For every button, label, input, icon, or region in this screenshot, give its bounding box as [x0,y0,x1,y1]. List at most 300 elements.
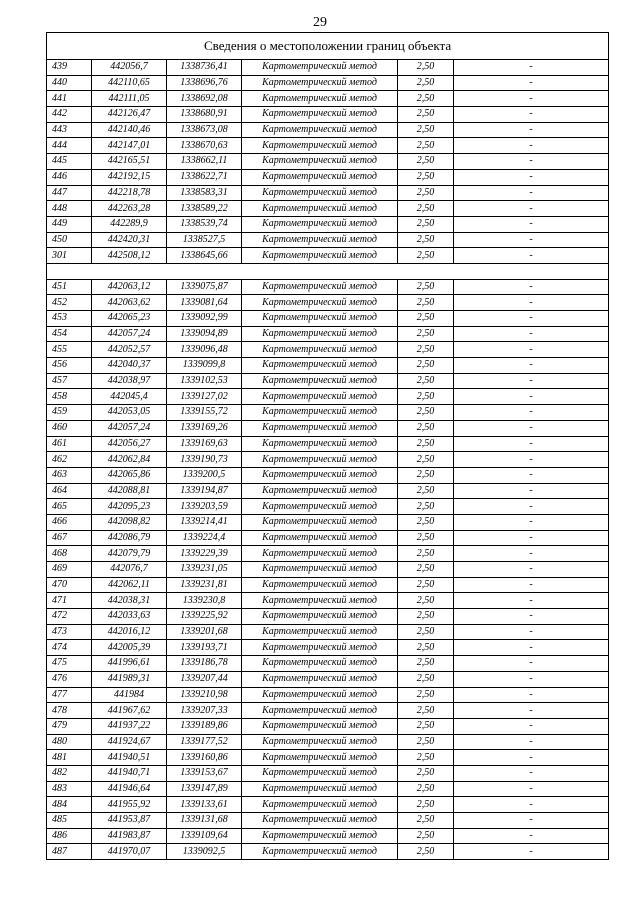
y-coordinate-cell: 1339214,41 [167,514,242,530]
accuracy-cell: 2,50 [398,405,454,421]
y-coordinate-cell: 1339225,92 [167,609,242,625]
point-number-cell: 451 [47,279,92,295]
table-row [47,703,609,719]
boundary-coordinates-table [46,32,609,860]
table-row [47,107,609,123]
y-coordinate-cell: 1338680,91 [167,107,242,123]
method-cell: Картометрический метод [242,154,398,170]
x-coordinate-cell: 442508,12 [92,248,167,264]
y-coordinate-cell: 1339194,87 [167,483,242,499]
x-coordinate-cell: 442289,9 [92,216,167,232]
description-cell: - [454,373,609,389]
point-number-cell: 455 [47,342,92,358]
y-coordinate-cell: 1339189,86 [167,718,242,734]
separator-row [47,263,609,279]
table-row [47,122,609,138]
accuracy-cell: 2,50 [398,232,454,248]
accuracy-cell: 2,50 [398,734,454,750]
description-cell: - [454,154,609,170]
x-coordinate-cell: 442038,97 [92,373,167,389]
x-coordinate-cell: 442098,82 [92,514,167,530]
y-coordinate-cell: 1339203,59 [167,499,242,515]
table-row [47,797,609,813]
accuracy-cell: 2,50 [398,765,454,781]
description-cell: - [454,169,609,185]
table-row [47,718,609,734]
point-number-cell: 481 [47,750,92,766]
method-cell: Картометрический метод [242,185,398,201]
table-row [47,154,609,170]
y-coordinate-cell: 1339075,87 [167,279,242,295]
method-cell: Картометрический метод [242,593,398,609]
point-number-cell: 484 [47,797,92,813]
x-coordinate-cell: 442192,15 [92,169,167,185]
accuracy-cell: 2,50 [398,609,454,625]
point-number-cell: 301 [47,248,92,264]
x-coordinate-cell: 442111,05 [92,91,167,107]
point-number-cell: 465 [47,499,92,515]
table-row [47,295,609,311]
x-coordinate-cell: 442140,46 [92,122,167,138]
description-cell: - [454,311,609,327]
table-row [47,279,609,295]
method-cell: Картометрический метод [242,703,398,719]
accuracy-cell: 2,50 [398,138,454,154]
description-cell: - [454,420,609,436]
accuracy-cell: 2,50 [398,311,454,327]
x-coordinate-cell: 442165,51 [92,154,167,170]
accuracy-cell: 2,50 [398,671,454,687]
table-row [47,687,609,703]
y-coordinate-cell: 1338692,08 [167,91,242,107]
method-cell: Картометрический метод [242,389,398,405]
description-cell: - [454,342,609,358]
method-cell: Картометрический метод [242,687,398,703]
y-coordinate-cell: 1338539,74 [167,216,242,232]
description-cell: - [454,797,609,813]
table-row [47,169,609,185]
accuracy-cell: 2,50 [398,295,454,311]
method-cell: Картометрический метод [242,671,398,687]
point-number-cell: 473 [47,624,92,640]
y-coordinate-cell: 1339109,64 [167,828,242,844]
point-number-cell: 452 [47,295,92,311]
accuracy-cell: 2,50 [398,813,454,829]
description-cell: - [454,467,609,483]
method-cell: Картометрический метод [242,216,398,232]
y-coordinate-cell: 1339229,39 [167,546,242,562]
x-coordinate-cell: 441989,31 [92,671,167,687]
point-number-cell: 478 [47,703,92,719]
point-number-cell: 475 [47,656,92,672]
method-cell: Картометрический метод [242,420,398,436]
y-coordinate-cell: 1339160,86 [167,750,242,766]
description-cell: - [454,389,609,405]
y-coordinate-cell: 1339102,53 [167,373,242,389]
table-body [47,33,609,860]
point-number-cell: 442 [47,107,92,123]
x-coordinate-cell: 441967,62 [92,703,167,719]
accuracy-cell: 2,50 [398,107,454,123]
point-number-cell: 445 [47,154,92,170]
point-number-cell: 453 [47,311,92,327]
table-row [47,750,609,766]
y-coordinate-cell: 1339169,26 [167,420,242,436]
description-cell: - [454,844,609,860]
method-cell: Картометрический метод [242,467,398,483]
accuracy-cell: 2,50 [398,342,454,358]
table-row [47,373,609,389]
method-cell: Картометрический метод [242,60,398,76]
y-coordinate-cell: 1339230,8 [167,593,242,609]
x-coordinate-cell: 442218,78 [92,185,167,201]
accuracy-cell: 2,50 [398,185,454,201]
point-number-cell: 463 [47,467,92,483]
method-cell: Картометрический метод [242,373,398,389]
y-coordinate-cell: 1339096,48 [167,342,242,358]
method-cell: Картометрический метод [242,279,398,295]
x-coordinate-cell: 441946,64 [92,781,167,797]
table-row [47,593,609,609]
x-coordinate-cell: 442126,47 [92,107,167,123]
point-number-cell: 444 [47,138,92,154]
x-coordinate-cell: 442056,27 [92,436,167,452]
accuracy-cell: 2,50 [398,358,454,374]
x-coordinate-cell: 441970,07 [92,844,167,860]
method-cell: Картометрический метод [242,609,398,625]
y-coordinate-cell: 1339210,98 [167,687,242,703]
y-coordinate-cell: 1339094,89 [167,326,242,342]
point-number-cell: 443 [47,122,92,138]
description-cell: - [454,765,609,781]
method-cell: Картометрический метод [242,91,398,107]
method-cell: Картометрический метод [242,295,398,311]
x-coordinate-cell: 442038,31 [92,593,167,609]
point-number-cell: 485 [47,813,92,829]
accuracy-cell: 2,50 [398,577,454,593]
point-number-cell: 450 [47,232,92,248]
table-row [47,452,609,468]
x-coordinate-cell: 442095,23 [92,499,167,515]
description-cell: - [454,483,609,499]
method-cell: Картометрический метод [242,201,398,217]
description-cell: - [454,656,609,672]
description-cell: - [454,185,609,201]
description-cell: - [454,703,609,719]
point-number-cell: 482 [47,765,92,781]
method-cell: Картометрический метод [242,844,398,860]
x-coordinate-cell: 442016,12 [92,624,167,640]
point-number-cell: 464 [47,483,92,499]
y-coordinate-cell: 1338670,63 [167,138,242,154]
description-cell: - [454,718,609,734]
description-cell: - [454,514,609,530]
table-row [47,342,609,358]
method-cell: Картометрический метод [242,122,398,138]
accuracy-cell: 2,50 [398,420,454,436]
table-row [47,467,609,483]
y-coordinate-cell: 1339081,64 [167,295,242,311]
page-number: 29 [313,15,327,30]
y-coordinate-cell: 1338696,76 [167,75,242,91]
x-coordinate-cell: 442033,63 [92,609,167,625]
y-coordinate-cell: 1339190,73 [167,452,242,468]
accuracy-cell: 2,50 [398,797,454,813]
y-coordinate-cell: 1339127,02 [167,389,242,405]
point-number-cell: 474 [47,640,92,656]
y-coordinate-cell: 1339147,89 [167,781,242,797]
y-coordinate-cell: 1339207,33 [167,703,242,719]
table-row [47,201,609,217]
point-number-cell: 476 [47,671,92,687]
x-coordinate-cell: 442053,05 [92,405,167,421]
y-coordinate-cell: 1339186,78 [167,656,242,672]
accuracy-cell: 2,50 [398,828,454,844]
y-coordinate-cell: 1339099,8 [167,358,242,374]
x-coordinate-cell: 442065,86 [92,467,167,483]
table-row [47,671,609,687]
method-cell: Картометрический метод [242,797,398,813]
x-coordinate-cell: 441983,87 [92,828,167,844]
x-coordinate-cell: 442062,84 [92,452,167,468]
accuracy-cell: 2,50 [398,483,454,499]
point-number-cell: 454 [47,326,92,342]
y-coordinate-cell: 1338589,22 [167,201,242,217]
point-number-cell: 471 [47,593,92,609]
description-cell: - [454,562,609,578]
table-row [47,828,609,844]
method-cell: Картометрический метод [242,656,398,672]
y-coordinate-cell: 1339231,05 [167,562,242,578]
point-number-cell: 480 [47,734,92,750]
description-cell: - [454,593,609,609]
method-cell: Картометрический метод [242,750,398,766]
description-cell: - [454,107,609,123]
x-coordinate-cell: 442057,24 [92,326,167,342]
table-row [47,91,609,107]
description-cell: - [454,609,609,625]
description-cell: - [454,248,609,264]
point-number-cell: 468 [47,546,92,562]
title-row [47,33,609,60]
point-number-cell: 461 [47,436,92,452]
description-cell: - [454,624,609,640]
x-coordinate-cell: 441937,22 [92,718,167,734]
description-cell: - [454,734,609,750]
x-coordinate-cell: 442062,11 [92,577,167,593]
table-row [47,781,609,797]
description-cell: - [454,530,609,546]
accuracy-cell: 2,50 [398,216,454,232]
description-cell: - [454,436,609,452]
y-coordinate-cell: 1338583,31 [167,185,242,201]
description-cell: - [454,326,609,342]
table-row [47,656,609,672]
y-coordinate-cell: 1339133,61 [167,797,242,813]
description-cell: - [454,750,609,766]
point-number-cell: 447 [47,185,92,201]
point-number-cell: 477 [47,687,92,703]
table-row [47,216,609,232]
table-row [47,514,609,530]
x-coordinate-cell: 441924,67 [92,734,167,750]
accuracy-cell: 2,50 [398,640,454,656]
accuracy-cell: 2,50 [398,467,454,483]
accuracy-cell: 2,50 [398,499,454,515]
table-row [47,60,609,76]
method-cell: Картометрический метод [242,514,398,530]
method-cell: Картометрический метод [242,75,398,91]
table-row [47,232,609,248]
description-cell: - [454,75,609,91]
method-cell: Картометрический метод [242,499,398,515]
table-row [47,389,609,405]
y-coordinate-cell: 1339155,72 [167,405,242,421]
accuracy-cell: 2,50 [398,169,454,185]
table-row [47,640,609,656]
x-coordinate-cell: 442147,01 [92,138,167,154]
description-cell: - [454,640,609,656]
accuracy-cell: 2,50 [398,75,454,91]
x-coordinate-cell: 442063,62 [92,295,167,311]
y-coordinate-cell: 1339131,68 [167,813,242,829]
x-coordinate-cell: 441953,87 [92,813,167,829]
y-coordinate-cell: 1338527,5 [167,232,242,248]
description-cell: - [454,138,609,154]
description-cell: - [454,671,609,687]
x-coordinate-cell: 442088,81 [92,483,167,499]
accuracy-cell: 2,50 [398,593,454,609]
accuracy-cell: 2,50 [398,624,454,640]
description-cell: - [454,122,609,138]
x-coordinate-cell: 442040,37 [92,358,167,374]
accuracy-cell: 2,50 [398,514,454,530]
table-row [47,420,609,436]
x-coordinate-cell: 442079,79 [92,546,167,562]
x-coordinate-cell: 442110,65 [92,75,167,91]
table-row [47,405,609,421]
point-number-cell: 486 [47,828,92,844]
x-coordinate-cell: 442065,23 [92,311,167,327]
y-coordinate-cell: 1339200,5 [167,467,242,483]
point-number-cell: 460 [47,420,92,436]
table-row [47,813,609,829]
method-cell: Картометрический метод [242,546,398,562]
table-row [47,483,609,499]
method-cell: Картометрический метод [242,107,398,123]
table-row [47,765,609,781]
description-cell: - [454,279,609,295]
method-cell: Картометрический метод [242,138,398,154]
point-number-cell: 479 [47,718,92,734]
accuracy-cell: 2,50 [398,530,454,546]
point-number-cell: 470 [47,577,92,593]
x-coordinate-cell: 441940,51 [92,750,167,766]
table-row [47,562,609,578]
accuracy-cell: 2,50 [398,687,454,703]
method-cell: Картометрический метод [242,311,398,327]
x-coordinate-cell: 441955,92 [92,797,167,813]
table-row [47,75,609,91]
accuracy-cell: 2,50 [398,546,454,562]
accuracy-cell: 2,50 [398,436,454,452]
point-number-cell: 439 [47,60,92,76]
table-row [47,530,609,546]
x-coordinate-cell: 442263,28 [92,201,167,217]
method-cell: Картометрический метод [242,734,398,750]
point-number-cell: 483 [47,781,92,797]
description-cell: - [454,91,609,107]
accuracy-cell: 2,50 [398,248,454,264]
point-number-cell: 467 [47,530,92,546]
point-number-cell: 458 [47,389,92,405]
accuracy-cell: 2,50 [398,718,454,734]
x-coordinate-cell: 442076,7 [92,562,167,578]
point-number-cell: 466 [47,514,92,530]
point-number-cell: 487 [47,844,92,860]
y-coordinate-cell: 1339153,67 [167,765,242,781]
y-coordinate-cell: 1339092,99 [167,311,242,327]
table-row [47,734,609,750]
x-coordinate-cell: 442063,12 [92,279,167,295]
y-coordinate-cell: 1339231,81 [167,577,242,593]
table-row [47,624,609,640]
table-row [47,844,609,860]
table-row [47,577,609,593]
table-row [47,436,609,452]
method-cell: Картометрический метод [242,813,398,829]
description-cell: - [454,358,609,374]
accuracy-cell: 2,50 [398,781,454,797]
point-number-cell: 440 [47,75,92,91]
method-cell: Картометрический метод [242,436,398,452]
x-coordinate-cell: 441984 [92,687,167,703]
accuracy-cell: 2,50 [398,122,454,138]
x-coordinate-cell: 442045,4 [92,389,167,405]
method-cell: Картометрический метод [242,248,398,264]
y-coordinate-cell: 1339224,4 [167,530,242,546]
accuracy-cell: 2,50 [398,452,454,468]
separator-cell [47,263,609,279]
point-number-cell: 446 [47,169,92,185]
x-coordinate-cell: 442086,79 [92,530,167,546]
accuracy-cell: 2,50 [398,562,454,578]
y-coordinate-cell: 1339207,44 [167,671,242,687]
accuracy-cell: 2,50 [398,91,454,107]
method-cell: Картометрический метод [242,828,398,844]
x-coordinate-cell: 442420,31 [92,232,167,248]
method-cell: Картометрический метод [242,326,398,342]
x-coordinate-cell: 442005,39 [92,640,167,656]
accuracy-cell: 2,50 [398,154,454,170]
accuracy-cell: 2,50 [398,389,454,405]
table-row [47,326,609,342]
y-coordinate-cell: 1339169,63 [167,436,242,452]
description-cell: - [454,295,609,311]
point-number-cell: 472 [47,609,92,625]
x-coordinate-cell: 442052,57 [92,342,167,358]
method-cell: Картометрический метод [242,562,398,578]
description-cell: - [454,201,609,217]
method-cell: Картометрический метод [242,169,398,185]
point-number-cell: 469 [47,562,92,578]
accuracy-cell: 2,50 [398,279,454,295]
method-cell: Картометрический метод [242,781,398,797]
y-coordinate-cell: 1338662,11 [167,154,242,170]
method-cell: Картометрический метод [242,765,398,781]
accuracy-cell: 2,50 [398,201,454,217]
point-number-cell: 459 [47,405,92,421]
